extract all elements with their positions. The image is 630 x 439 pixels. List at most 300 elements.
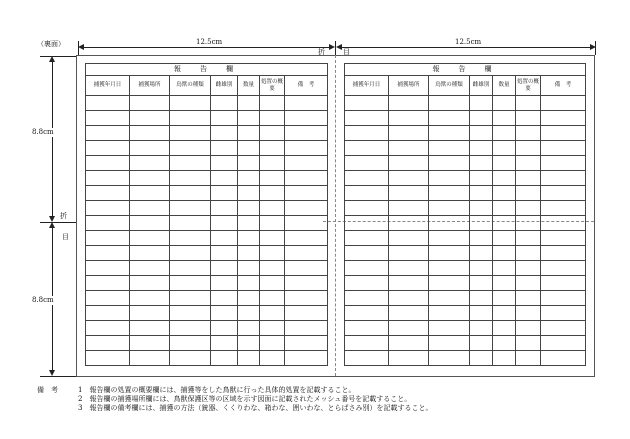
table-cell: [86, 321, 130, 336]
table-cell: [86, 246, 130, 261]
table-cell: [260, 246, 285, 261]
table-cell: [541, 306, 586, 321]
side-label: （裏面）: [37, 40, 65, 48]
table-cell: [170, 126, 211, 141]
table-cell: [211, 336, 238, 351]
table-cell: [541, 96, 586, 111]
col-capture-place: 捕獲場所: [130, 76, 170, 96]
table-cell: [470, 186, 493, 201]
table-cell: [130, 321, 170, 336]
table-cell: [516, 336, 541, 351]
table-cell: [541, 351, 586, 366]
table-cell: [389, 126, 429, 141]
table-row: [345, 261, 586, 276]
table-cell: [260, 261, 285, 276]
table-row: [345, 216, 586, 231]
height-line-top: [52, 58, 53, 220]
table-row: [86, 141, 328, 156]
arrow-up-icon: [49, 56, 55, 62]
table-cell: [470, 141, 493, 156]
table-cell: [541, 321, 586, 336]
table-cell: [260, 111, 285, 126]
table-cell: [285, 231, 328, 246]
table-row: [345, 186, 586, 201]
table-cell: [86, 231, 130, 246]
table-row: [345, 201, 586, 216]
table-cell: [285, 276, 328, 291]
table-cell: [130, 141, 170, 156]
table-cell: [170, 291, 211, 306]
table-cell: [130, 291, 170, 306]
table-cell: [130, 111, 170, 126]
table-cell: [238, 246, 260, 261]
table-cell: [285, 351, 328, 366]
table-cell: [211, 186, 238, 201]
table-row: [345, 156, 586, 171]
table-cell: [170, 261, 211, 276]
table-cell: [516, 186, 541, 201]
report-title: 報 告 欄: [86, 64, 328, 76]
table-cell: [211, 96, 238, 111]
table-cell: [130, 351, 170, 366]
table-cell: [345, 156, 389, 171]
tick: [40, 222, 76, 223]
table-row: [345, 276, 586, 291]
table-cell: [285, 201, 328, 216]
table-row: [86, 306, 328, 321]
table-cell: [493, 291, 516, 306]
table-cell: [470, 321, 493, 336]
table-cell: [130, 276, 170, 291]
table-cell: [493, 186, 516, 201]
table-cell: [493, 321, 516, 336]
table-cell: [429, 156, 470, 171]
table-cell: [211, 351, 238, 366]
width-label-right: 12.5cm: [455, 38, 482, 46]
table-cell: [389, 156, 429, 171]
table-cell: [516, 246, 541, 261]
table-cell: [211, 156, 238, 171]
table-cell: [389, 201, 429, 216]
table-cell: [389, 171, 429, 186]
table-cell: [260, 201, 285, 216]
table-row: [86, 96, 328, 111]
table-cell: [541, 336, 586, 351]
table-cell: [429, 111, 470, 126]
table-cell: [516, 201, 541, 216]
table-cell: [470, 156, 493, 171]
table-cell: [516, 321, 541, 336]
table-cell: [260, 231, 285, 246]
table-cell: [238, 216, 260, 231]
col-quantity: 数量: [238, 76, 260, 96]
table-cell: [130, 216, 170, 231]
table-cell: [345, 276, 389, 291]
table-cell: [285, 156, 328, 171]
table-cell: [170, 336, 211, 351]
table-cell: [345, 141, 389, 156]
table-row: [86, 321, 328, 336]
table-cell: [170, 141, 211, 156]
table-cell: [238, 276, 260, 291]
tick: [335, 41, 336, 55]
table-row: [345, 141, 586, 156]
table-cell: [260, 351, 285, 366]
table-cell: [389, 111, 429, 126]
table-cell: [260, 141, 285, 156]
table-cell: [211, 201, 238, 216]
table-cell: [345, 216, 389, 231]
table-cell: [260, 336, 285, 351]
table-cell: [238, 231, 260, 246]
table-cell: [86, 201, 130, 216]
table-cell: [285, 246, 328, 261]
table-cell: [260, 306, 285, 321]
table-cell: [170, 231, 211, 246]
table-cell: [470, 231, 493, 246]
table-cell: [130, 336, 170, 351]
table-cell: [541, 126, 586, 141]
table-cell: [260, 276, 285, 291]
table-cell: [86, 276, 130, 291]
table-cell: [389, 246, 429, 261]
table-cell: [493, 351, 516, 366]
table-cell: [389, 141, 429, 156]
table-cell: [345, 336, 389, 351]
table-cell: [493, 141, 516, 156]
table-cell: [86, 216, 130, 231]
table-cell: [541, 261, 586, 276]
table-cell: [238, 336, 260, 351]
table-cell: [345, 111, 389, 126]
width-line-right: [338, 47, 594, 48]
table-cell: [238, 96, 260, 111]
table-cell: [86, 336, 130, 351]
tick: [78, 41, 79, 55]
note-item: 3 報告欄の備考欄には、捕獲の方法（銃器、くくりわな、箱わな、囲いわな、とらばさみ別）を記載すること。: [78, 404, 433, 412]
table-cell: [429, 171, 470, 186]
table-cell: [345, 306, 389, 321]
table-cell: [211, 321, 238, 336]
table-cell: [86, 141, 130, 156]
table-cell: [389, 96, 429, 111]
table-cell: [130, 261, 170, 276]
table-cell: [516, 261, 541, 276]
width-label-left: 12.5cm: [196, 38, 223, 46]
table-cell: [130, 231, 170, 246]
table-cell: [170, 216, 211, 231]
table-cell: [470, 261, 493, 276]
table-cell: [470, 336, 493, 351]
arrow-up-icon: [49, 222, 55, 228]
table-cell: [429, 336, 470, 351]
table-cell: [470, 126, 493, 141]
table-cell: [429, 201, 470, 216]
table-cell: [493, 111, 516, 126]
height-label-bottom: 8.8cm: [32, 296, 54, 304]
table-cell: [211, 261, 238, 276]
table-cell: [211, 306, 238, 321]
table-cell: [86, 156, 130, 171]
table-cell: [285, 126, 328, 141]
table-cell: [516, 171, 541, 186]
table-row: [86, 126, 328, 141]
table-cell: [260, 186, 285, 201]
col-species: 鳥獣の種類: [170, 76, 211, 96]
fold-label-side-2: 目: [62, 233, 69, 241]
table-cell: [345, 201, 389, 216]
table-cell: [238, 321, 260, 336]
table-row: [345, 96, 586, 111]
table-cell: [389, 336, 429, 351]
table-cell: [285, 306, 328, 321]
table-cell: [541, 201, 586, 216]
table-cell: [170, 246, 211, 261]
table-cell: [86, 351, 130, 366]
table-cell: [516, 96, 541, 111]
table-cell: [211, 231, 238, 246]
table-cell: [345, 126, 389, 141]
table-row: [86, 156, 328, 171]
notes-list: [78, 386, 432, 413]
col-remarks: 備 考: [541, 76, 586, 96]
fold-line-vertical: [335, 55, 336, 376]
table-cell: [238, 111, 260, 126]
table-cell: [493, 276, 516, 291]
table-cell: [541, 246, 586, 261]
table-cell: [170, 111, 211, 126]
table-cell: [470, 291, 493, 306]
table-cell: [238, 261, 260, 276]
table-row: [86, 171, 328, 186]
table-cell: [86, 171, 130, 186]
col-capture-place: 捕獲場所: [389, 76, 429, 96]
notes-heading: 備 考: [37, 386, 58, 394]
height-label-top: 8.8cm: [32, 128, 54, 136]
table-cell: [516, 156, 541, 171]
report-table-left: [85, 63, 328, 366]
table-cell: [238, 186, 260, 201]
table-cell: [470, 171, 493, 186]
table-cell: [211, 276, 238, 291]
table-row: [86, 261, 328, 276]
tick: [595, 41, 596, 55]
table-cell: [130, 96, 170, 111]
table-cell: [429, 306, 470, 321]
table-cell: [493, 126, 516, 141]
table-cell: [516, 351, 541, 366]
table-row: [345, 246, 586, 261]
table-cell: [516, 216, 541, 231]
table-cell: [493, 171, 516, 186]
table-cell: [541, 186, 586, 201]
table-cell: [429, 291, 470, 306]
table-cell: [516, 231, 541, 246]
table-cell: [389, 291, 429, 306]
table-cell: [516, 111, 541, 126]
table-cell: [429, 321, 470, 336]
width-line-left: [80, 47, 333, 48]
table-row: [345, 111, 586, 126]
arrow-left-icon: [336, 44, 342, 50]
table-cell: [470, 276, 493, 291]
table-cell: [345, 186, 389, 201]
table-cell: [429, 231, 470, 246]
table-cell: [345, 291, 389, 306]
tick: [40, 376, 76, 377]
table-cell: [170, 201, 211, 216]
table-cell: [493, 216, 516, 231]
table-cell: [285, 291, 328, 306]
table-cell: [211, 126, 238, 141]
table-cell: [86, 111, 130, 126]
col-disposal: 処置の概 要: [260, 76, 285, 96]
table-cell: [285, 96, 328, 111]
table-cell: [389, 321, 429, 336]
table-cell: [429, 216, 470, 231]
table-cell: [429, 261, 470, 276]
table-cell: [238, 351, 260, 366]
table-row: [345, 171, 586, 186]
table-cell: [260, 291, 285, 306]
col-species: 鳥獣の種類: [429, 76, 470, 96]
table-cell: [429, 126, 470, 141]
table-cell: [130, 201, 170, 216]
table-row: [86, 201, 328, 216]
col-capture-date: 捕獲年月日: [86, 76, 130, 96]
table-cell: [516, 306, 541, 321]
table-cell: [429, 96, 470, 111]
table-cell: [470, 351, 493, 366]
table-cell: [285, 186, 328, 201]
table-cell: [470, 111, 493, 126]
table-row: [86, 111, 328, 126]
table-cell: [470, 216, 493, 231]
table-cell: [238, 291, 260, 306]
table-cell: [516, 276, 541, 291]
table-cell: [86, 96, 130, 111]
table-cell: [285, 321, 328, 336]
col-sex: 雌雄別: [211, 76, 238, 96]
table-cell: [260, 216, 285, 231]
table-cell: [493, 261, 516, 276]
table-cell: [285, 261, 328, 276]
table-row: [345, 336, 586, 351]
table-cell: [345, 351, 389, 366]
table-cell: [493, 306, 516, 321]
table-cell: [345, 96, 389, 111]
table-cell: [170, 306, 211, 321]
table-cell: [389, 186, 429, 201]
table-cell: [285, 336, 328, 351]
table-cell: [170, 96, 211, 111]
table-cell: [238, 171, 260, 186]
table-row: [86, 336, 328, 351]
table-cell: [238, 141, 260, 156]
table-cell: [260, 156, 285, 171]
table-cell: [516, 126, 541, 141]
table-row: [86, 291, 328, 306]
table-cell: [170, 156, 211, 171]
table-cell: [285, 141, 328, 156]
table-cell: [389, 306, 429, 321]
table-row: [345, 351, 586, 366]
table-cell: [238, 156, 260, 171]
table-row: [345, 321, 586, 336]
table-cell: [211, 171, 238, 186]
table-cell: [541, 171, 586, 186]
table-cell: [285, 171, 328, 186]
table-row: [86, 216, 328, 231]
table-cell: [493, 156, 516, 171]
table-cell: [86, 126, 130, 141]
table-cell: [130, 186, 170, 201]
report-table-right: [344, 63, 586, 366]
table-cell: [389, 231, 429, 246]
table-cell: [130, 156, 170, 171]
table-cell: [211, 291, 238, 306]
table-cell: [130, 306, 170, 321]
table-cell: [130, 171, 170, 186]
table-cell: [211, 246, 238, 261]
fold-label-top-2: 目: [343, 48, 350, 56]
table-cell: [211, 141, 238, 156]
table-row: [86, 276, 328, 291]
table-cell: [541, 141, 586, 156]
note-item: 1 報告欄の処置の概要欄には、捕獲等をした鳥獣に行った具体的処置を記載すること。: [78, 386, 356, 394]
col-quantity: 数量: [493, 76, 516, 96]
col-remarks: 備 考: [285, 76, 328, 96]
table-cell: [541, 156, 586, 171]
table-row: [86, 231, 328, 246]
fold-label-top-1: 折: [318, 48, 325, 56]
tick: [40, 56, 76, 57]
table-cell: [541, 291, 586, 306]
table-cell: [429, 186, 470, 201]
table-cell: [541, 216, 586, 231]
col-sex: 雌雄別: [470, 76, 493, 96]
table-cell: [86, 306, 130, 321]
table-cell: [429, 276, 470, 291]
table-cell: [493, 246, 516, 261]
table-row: [345, 291, 586, 306]
col-capture-date: 捕獲年月日: [345, 76, 389, 96]
table-cell: [470, 306, 493, 321]
table-cell: [345, 246, 389, 261]
table-cell: [345, 231, 389, 246]
table-cell: [130, 246, 170, 261]
table-cell: [345, 171, 389, 186]
table-cell: [170, 186, 211, 201]
table-cell: [541, 276, 586, 291]
table-cell: [238, 201, 260, 216]
table-cell: [285, 111, 328, 126]
table-row: [345, 306, 586, 321]
table-cell: [260, 171, 285, 186]
note-item: 2 報告欄の捕獲場所欄には、鳥獣保護区等の区域を示す図面に記載されたメッシュ番号を記載すること。: [78, 395, 412, 403]
table-cell: [470, 96, 493, 111]
table-cell: [86, 186, 130, 201]
table-cell: [516, 141, 541, 156]
table-cell: [493, 96, 516, 111]
table-cell: [541, 111, 586, 126]
table-cell: [170, 321, 211, 336]
table-cell: [170, 276, 211, 291]
table-row: [86, 186, 328, 201]
fold-label-side-1: 折: [60, 212, 67, 220]
col-disposal: 処置の概 要: [516, 76, 541, 96]
table-cell: [260, 126, 285, 141]
